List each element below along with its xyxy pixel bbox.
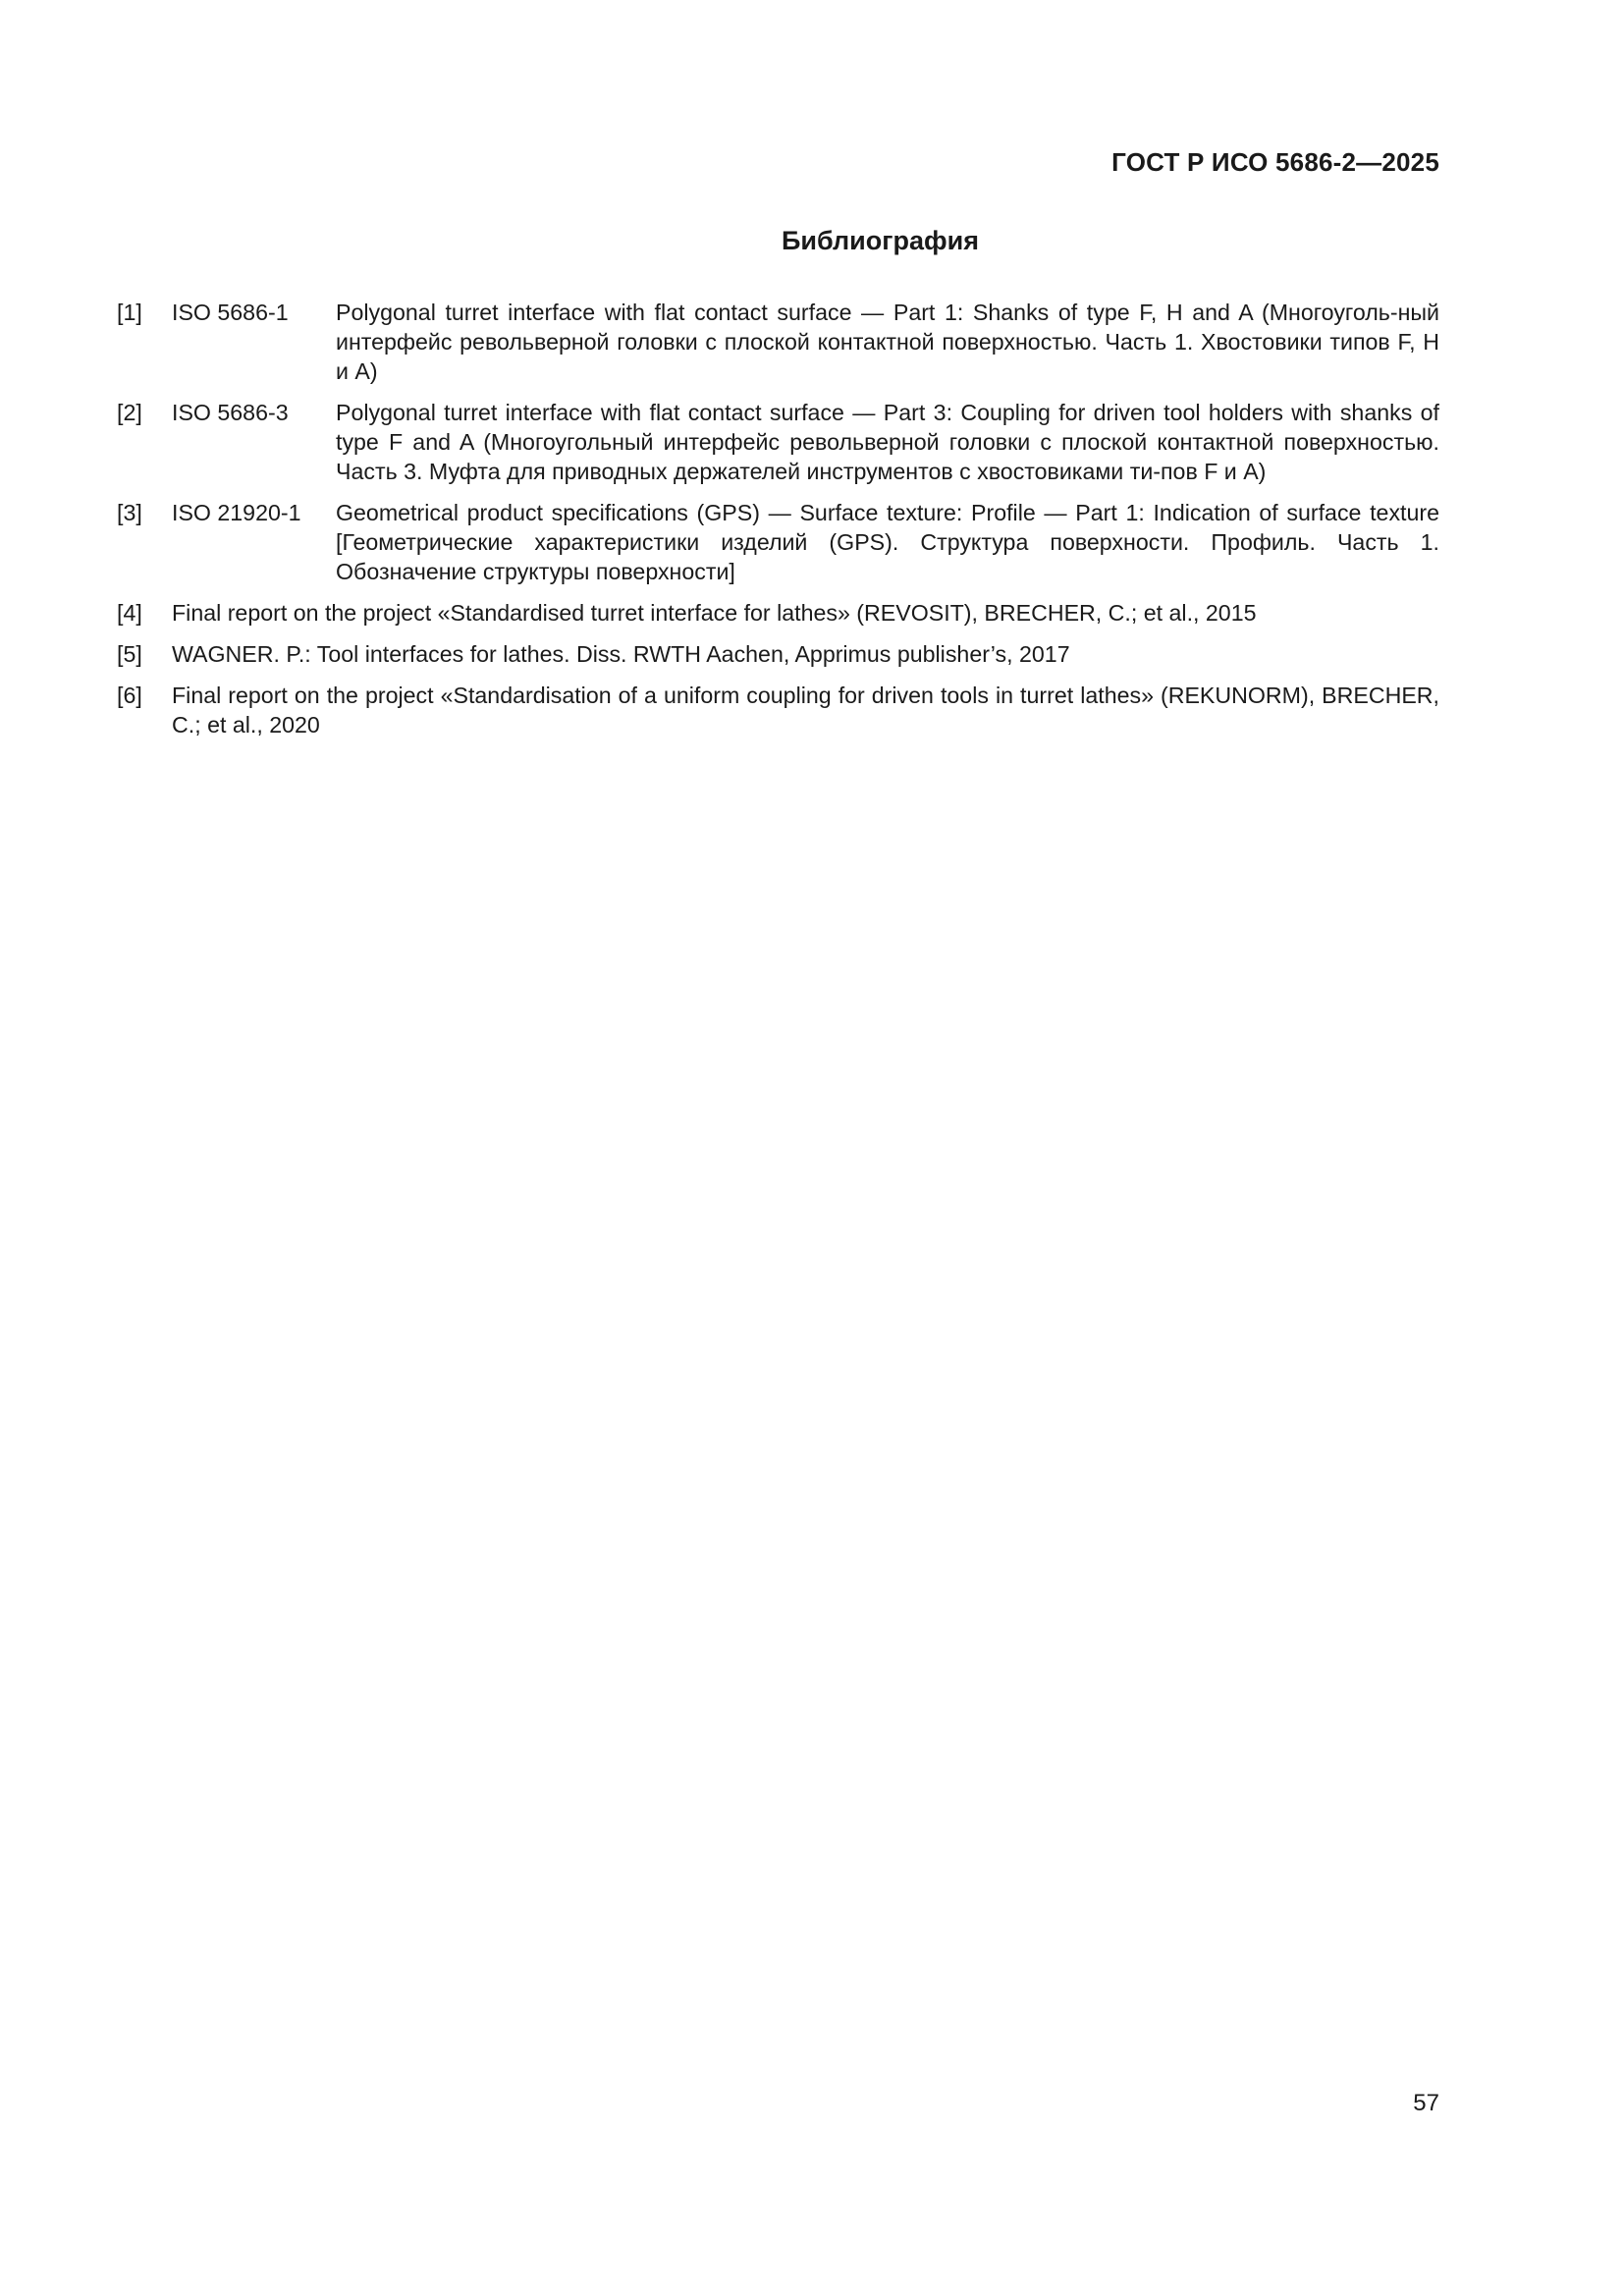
reference-code: ISO 21920-1 [172, 500, 301, 525]
reference-list [117, 298, 1439, 751]
reference-code: ISO 5686-1 [172, 300, 289, 325]
reference-item [117, 681, 1439, 739]
reference-text: Final report on the project «Standardised turret interface for lathes» (REVOSIT), BRECHER, C.; et al., 2015 [172, 600, 1257, 626]
reference-number: [5] [117, 641, 142, 667]
reference-item [117, 298, 1439, 386]
reference-item [117, 398, 1439, 486]
page-number: 57 [1413, 2090, 1439, 2116]
reference-number: [4] [117, 600, 142, 626]
reference-code: ISO 5686-3 [172, 400, 289, 425]
bibliography-title: Библиография [782, 226, 979, 255]
reference-item [117, 498, 1439, 586]
reference-text: WAGNER. P.: Tool interfaces for lathes. Diss. RWTH Aachen, Apprimus publisher’s, 2017 [172, 641, 1070, 667]
reference-item [117, 639, 1439, 669]
reference-number: [1] [117, 300, 142, 325]
reference-number: [3] [117, 500, 142, 525]
reference-number: [6] [117, 683, 142, 708]
document-standard-id: ГОСТ Р ИСО 5686-2—2025 [1111, 147, 1439, 177]
reference-text: Polygonal turret interface with flat contact surface — Part 1: Shanks of type F, H and A (Многоуголь-ный интерфейс револьверной головки с плоской контактной поверхностью. Часть 1. Хвостовики типов F, H и A) [336, 300, 1439, 384]
reference-text: Polygonal turret interface with flat contact surface — Part 3: Coupling for driven tool holders with shanks of type F and A (Многоугольный интерфейс револьверной головки с плоской контактной поверхностью. Часть 3. Муфта для приводных держателей инструментов с хвостовиками ти-пов F и A) [336, 400, 1439, 484]
reference-text: Geometrical product specifications (GPS) — Surface texture: Profile — Part 1: Indication of surface texture [Геометрические характеристики изделий (GPS). Структура поверхности. Профиль. Часть 1. Обозначение структуры поверхности] [336, 500, 1439, 584]
reference-text: Final report on the project «Standardisation of a uniform coupling for driven tools in turret lathes» (REKUNORM), BRECHER, C.; et al., 2020 [172, 683, 1439, 738]
reference-item [117, 598, 1439, 628]
reference-number: [2] [117, 400, 142, 425]
